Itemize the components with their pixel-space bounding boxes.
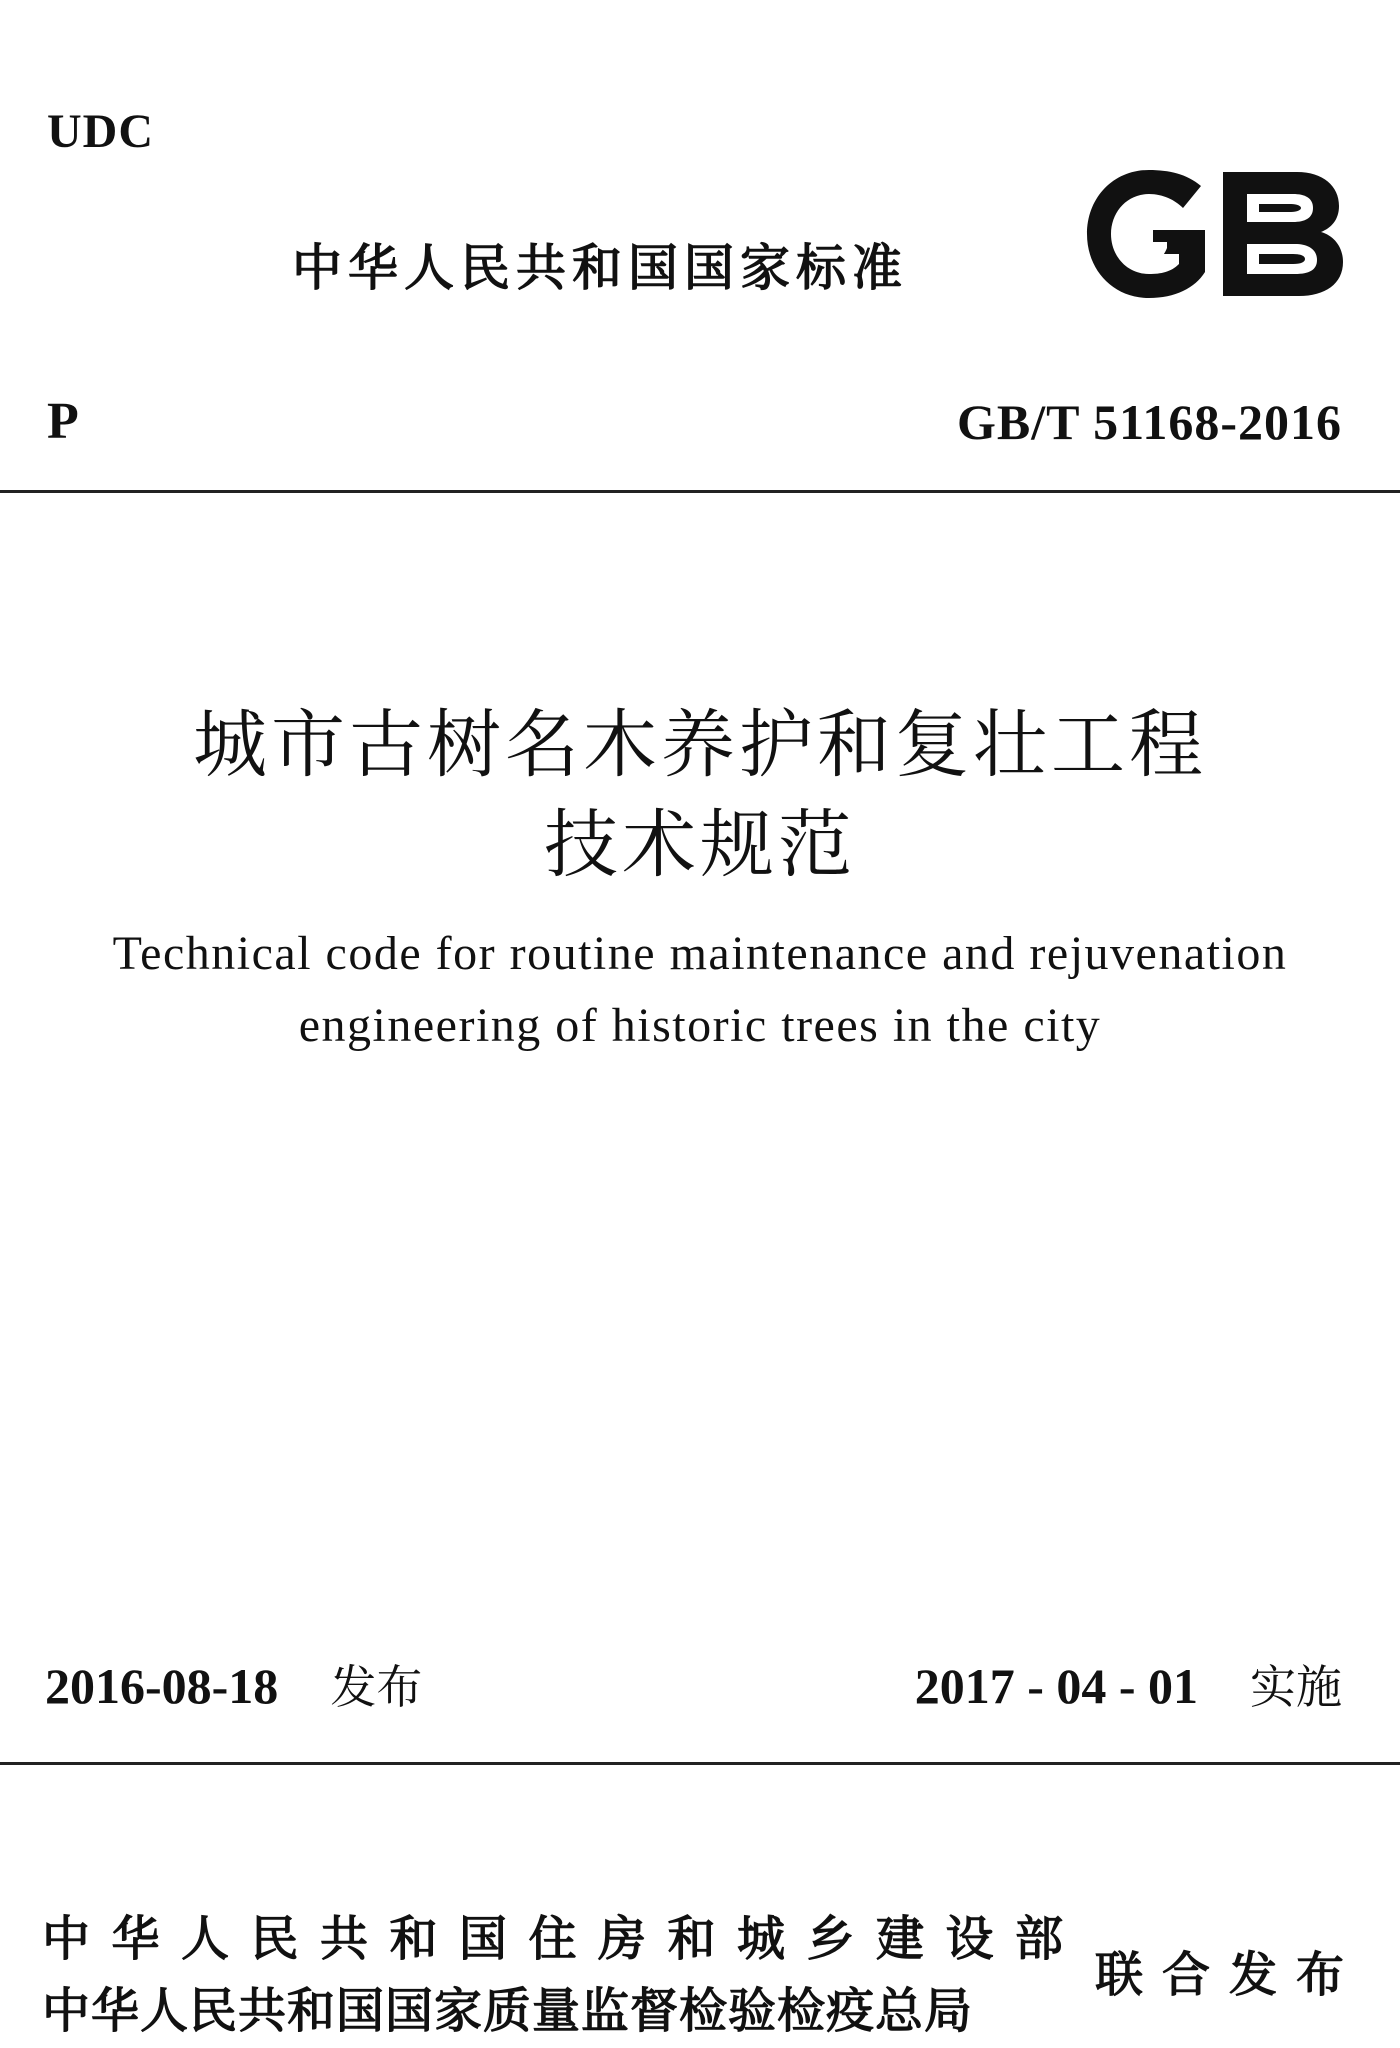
udc-label: UDC (47, 105, 154, 158)
top-divider (0, 490, 1400, 493)
bottom-divider (0, 1762, 1400, 1765)
gb-logo-icon (1083, 168, 1345, 300)
implement-date: 2017 - 04 - 01 (914, 1658, 1198, 1714)
issuer-quality-administration: 中华人民共和国国家质量监督检验检疫总局 (42, 1983, 974, 2039)
issue-date: 2016-08-18 (45, 1658, 279, 1714)
national-standard-heading: 中华人民共和国国家标准 (292, 239, 908, 297)
standard-number: GB/T 51168-2016 (957, 394, 1342, 450)
implement-date-group (915, 1656, 1342, 1717)
issuer-ministry-housing: 中华人民共和国住房和城乡建设部 (42, 1911, 1085, 1967)
implement-label: 实施 (1250, 1660, 1342, 1714)
issue-date-group (45, 1656, 422, 1717)
title-cn-line2: 技术规范 (544, 802, 856, 888)
issue-label: 发布 (330, 1660, 423, 1714)
title-cn-line1: 城市古树名木养护和复壮工程 (193, 702, 1207, 788)
title-en-line1: Technical code for routine maintenance and rejuvenation (112, 927, 1288, 980)
joint-issue-label: 联合发布 (1095, 1947, 1364, 2003)
title-en-line2: engineering of historic trees in the city (298, 999, 1102, 1052)
category-code: P (47, 393, 79, 450)
